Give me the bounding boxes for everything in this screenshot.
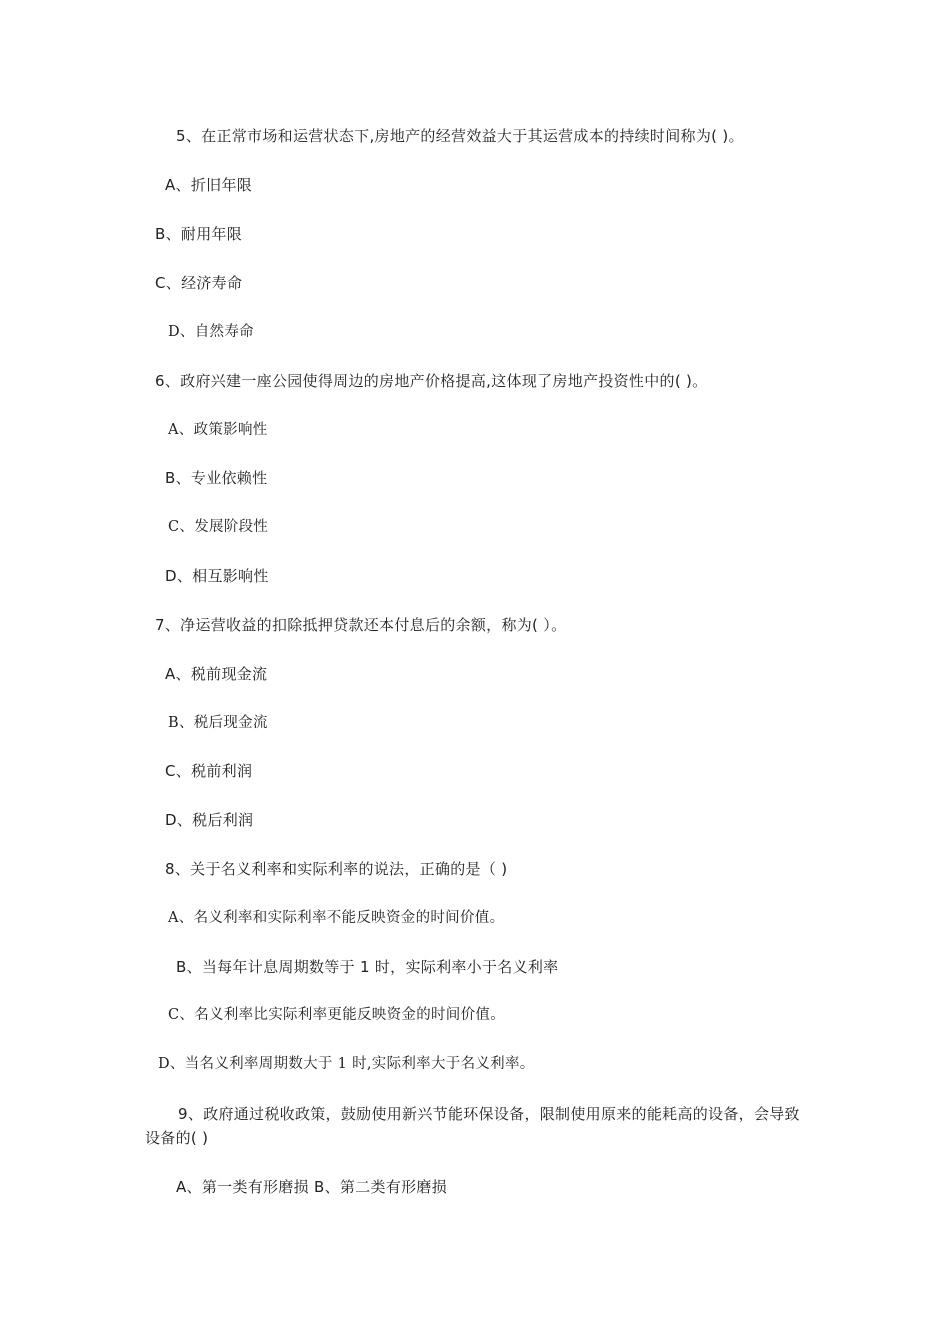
question-5-option-d: D、自然寿命 xyxy=(168,324,254,340)
question-8-option-b: B、当每年计息周期数等于 1 时，实际利率小于名义利率 xyxy=(176,958,559,976)
question-5-option-a: A、折旧年限 xyxy=(165,176,253,194)
question-7-option-c: C、税前利润 xyxy=(165,762,253,780)
question-6-option-a: A、政策影响性 xyxy=(168,422,268,438)
question-6-option-b: B、专业依赖性 xyxy=(165,469,268,487)
question-9-stem: 9、政府通过税收政策，鼓励使用新兴节能环保设备，限制使用原来的能耗高的设备，会导致设备的( ) xyxy=(145,1105,800,1147)
question-7-stem: 7、净运营收益的扣除抵押贷款还本付息后的余额，称为( ）。 xyxy=(155,616,567,634)
question-6-option-c: C、发展阶段性 xyxy=(168,519,269,535)
question-7-option-d: D、税后利润 xyxy=(165,811,254,829)
question-6-option-d: D、相互影响性 xyxy=(165,567,269,585)
question-8-option-c: C、名义利率比实际利率更能反映资金的时间价值。 xyxy=(168,1007,505,1023)
question-5-stem: 5、在正常市场和运营状态下,房地产的经营效益大于其运营成本的持续时间称为( )。 xyxy=(176,127,744,145)
question-5-option-c: C、经济寿命 xyxy=(155,274,243,292)
question-7-option-b: B、税后现金流 xyxy=(168,715,268,731)
question-5-option-b: B、耐用年限 xyxy=(155,225,243,243)
question-8-option-d: D、当名义利率周期数大于 1 时,实际利率大于名义利率。 xyxy=(158,1056,535,1072)
question-8-stem: 8、关于名义利率和实际利率的说法，正确的是（ ) xyxy=(165,860,508,878)
question-9-options: A、第一类有形磨损 B、第二类有形磨损 xyxy=(176,1178,448,1196)
question-6-stem: 6、政府兴建一座公园使得周边的房地产价格提高,这体现了房地产投资性中的( )。 xyxy=(155,372,708,390)
question-7-option-a: A、税前现金流 xyxy=(165,665,268,683)
question-8-option-a: A、名义利率和实际利率不能反映资金的时间价值。 xyxy=(168,910,505,926)
